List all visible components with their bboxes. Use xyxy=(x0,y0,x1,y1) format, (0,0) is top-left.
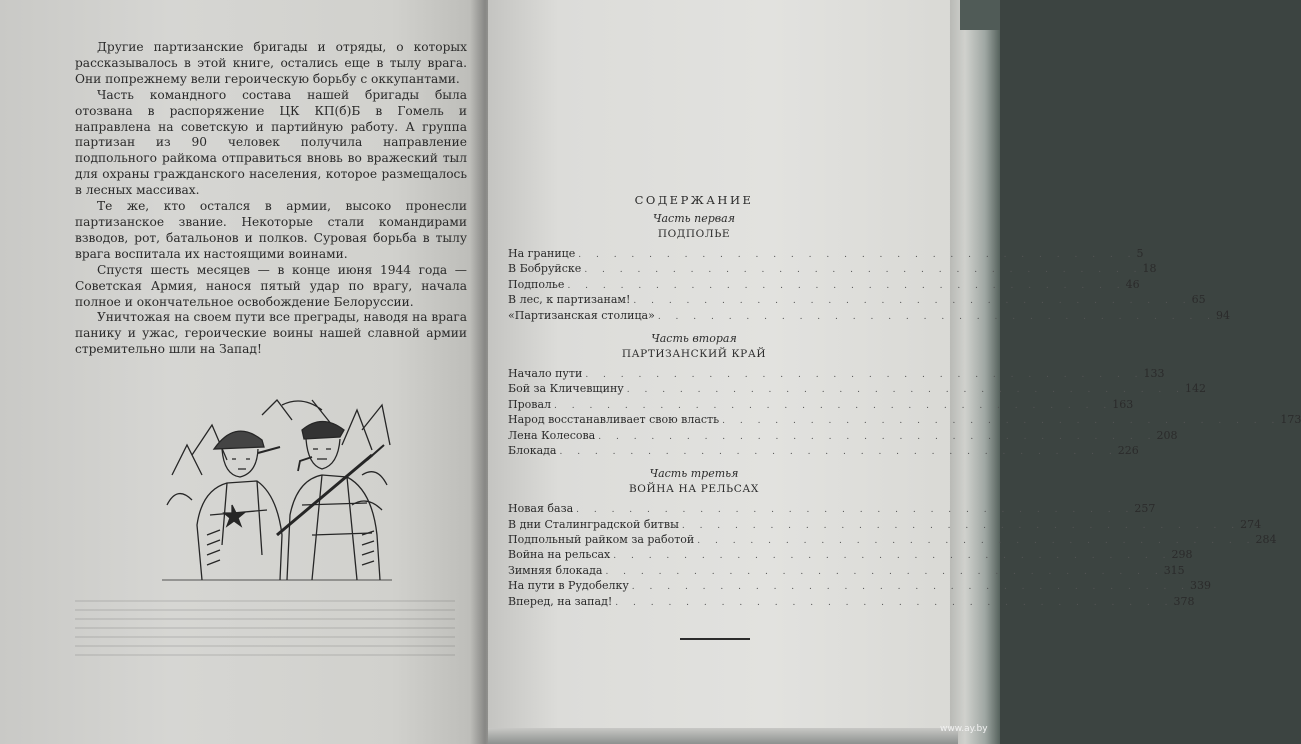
toc-entry xyxy=(508,428,1178,444)
toc-entry xyxy=(508,382,1206,397)
toc-entry xyxy=(508,247,1144,262)
entry-title: Лена Колесова xyxy=(508,428,596,442)
bleed-through-text xyxy=(75,600,455,660)
dot-leader: . . . . . . . . . . . . . . . . . . . . . . . . . . . . . . . . xyxy=(613,551,1172,562)
entry-page: 226 xyxy=(1117,443,1139,457)
part-title: ПАРТИЗАНСКИЙ КРАЙ xyxy=(621,347,767,360)
toc-entry xyxy=(508,548,1193,563)
entry-page: 18 xyxy=(1142,262,1157,276)
toc-entry xyxy=(508,563,1185,579)
toc-title: СОДЕРЖАНИЕ xyxy=(634,193,754,207)
entry-page: 257 xyxy=(1134,502,1156,516)
toc-entry xyxy=(508,517,1262,533)
dot-leader: . . . . . . . . . . . . . . . . . . . . . . . . . . . . . . . . xyxy=(626,385,1185,396)
entry-title: В лес, к партизанам! xyxy=(508,293,631,307)
dot-leader: . . . . . . . . . . . . . . . . . . . . . . . . . . . . . . . . xyxy=(554,400,1113,411)
entry-page: 46 xyxy=(1125,277,1140,291)
entry-title: В дни Сталинградской битвы xyxy=(508,517,679,531)
toc-entry xyxy=(508,533,1277,548)
dot-leader: . . . . . . . . . . . . . . . . . . . . . . . . . . . . . . . . xyxy=(584,265,1143,276)
entry-title: В Бобруйске xyxy=(508,262,582,276)
entry-page: 315 xyxy=(1163,563,1185,577)
entry-page: 94 xyxy=(1216,308,1231,322)
entry-page: 274 xyxy=(1240,517,1262,531)
dot-leader: . . . . . . . . . . . . . . . . . . . . . . . . . . . . . . . . xyxy=(697,536,1256,547)
entry-title: Вперед, на запад! xyxy=(508,594,613,608)
entry-page: 133 xyxy=(1143,366,1165,380)
dot-leader: . . . . . . . . . . . . . . . . . . . . . . . . . . . . . . . . xyxy=(578,250,1137,260)
toc-entry xyxy=(508,502,1156,517)
entry-title: Новая база xyxy=(508,502,574,516)
entry-page: 378 xyxy=(1173,594,1195,608)
entry-title: Подпольный райком за работой xyxy=(508,533,695,547)
page-bottom-edge xyxy=(488,728,958,744)
entry-title: Зимняя блокада xyxy=(508,563,603,577)
paragraph: Спустя шесть месяцев — в конце июня 1944 года — Советская Армия, нанося пятый удар по врагу, начала полное и окончательное освобождение Белоруссии. xyxy=(75,262,467,309)
dot-leader: . . . . . . . . . . . . . . . . . . . . . . . . . . . . . . . . xyxy=(605,566,1164,577)
entry-title: Война на рельсах xyxy=(508,548,611,562)
entry-page: 5 xyxy=(1136,247,1144,260)
closing-rule xyxy=(680,638,750,640)
paragraph: Те же, кто остался в армии, высоко пронесли партизанское звание. Некоторые стали командирами взводов, рот, батальонов и полков. Суровая борьба в тылу врага воспитала их настоящими воинами. xyxy=(75,199,467,261)
watermark: www.ay.by xyxy=(940,724,988,734)
toc-entry xyxy=(508,579,1212,594)
toc-entry xyxy=(508,262,1157,277)
dot-leader: . . . . . . . . . . . . . . . . . . . . . . . . . . . . . . . . xyxy=(567,280,1126,291)
partisans-illustration-icon xyxy=(162,385,392,580)
part-label: Часть первая xyxy=(652,212,736,225)
toc-entry xyxy=(508,443,1139,459)
entry-page: 65 xyxy=(1191,293,1206,307)
left-page-text xyxy=(75,40,467,358)
toc-entry xyxy=(508,413,1301,428)
entry-title: Блокада xyxy=(508,443,557,457)
part-label: Часть вторая xyxy=(651,331,737,345)
entry-title: Провал xyxy=(508,397,551,411)
entry-page: 284 xyxy=(1255,533,1277,547)
dot-leader: . . . . . . . . . . . . . . . . . . . . . . . . . . . . . . . . xyxy=(576,505,1135,516)
entry-title: Народ восстанавливает свою власть xyxy=(508,413,720,427)
entry-page: 208 xyxy=(1156,428,1178,442)
dot-leader: . . . . . . . . . . . . . . . . . . . . . . . . . . . . . . . . xyxy=(722,416,1281,427)
part-title: ВОЙНА НА РЕЛЬСАХ xyxy=(628,483,759,496)
part-label: Часть третья xyxy=(649,467,739,481)
toc-entry xyxy=(508,397,1134,413)
entry-page: 142 xyxy=(1185,382,1206,396)
toc-entry xyxy=(508,277,1140,293)
toc-part xyxy=(508,212,1231,324)
corner-shadow xyxy=(960,0,1000,30)
entry-page: 163 xyxy=(1112,397,1134,411)
entry-title: На пути в Рудобелку xyxy=(508,579,629,593)
entry-title: Начало пути xyxy=(508,366,583,380)
paragraph: Уничтожая на своем пути все преграды, наводя на врага панику и ужас, героические воины нашей славной армии стремительно шли на Запад! xyxy=(75,310,467,357)
toc-entry xyxy=(508,308,1231,324)
entry-title: «Партизанская столица» xyxy=(508,308,655,322)
dot-leader: . . . . . . . . . . . . . . . . . . . . . . . . . . . . . . . . xyxy=(598,431,1157,442)
toc-entry xyxy=(508,293,1206,308)
entry-page: 173 xyxy=(1280,413,1301,427)
toc-part xyxy=(508,467,1277,610)
entry-title: На границе xyxy=(508,247,576,260)
dot-leader: . . . . . . . . . . . . . . . . . . . . . . . . . . . . . . . . xyxy=(633,296,1192,307)
entry-title: Подполье xyxy=(508,277,565,291)
paragraph: Часть командного состава нашей бригады была отозвана в распоряжение ЦК КП(б)Б в Гомель и направлена на советскую и партийную работу. А группа партизан из 90 человек получила направление подпольного райкома отправиться вновь во вражеский тыл для охраны гражданского населения, которое размещалось в лесных массивах. xyxy=(75,87,467,198)
dot-leader: . . . . . . . . . . . . . . . . . . . . . . . . . . . . . . . . xyxy=(681,520,1241,531)
toc-part xyxy=(508,331,1301,459)
dot-leader: . . . . . . . . . . . . . . . . . . . . . . . . . . . . . . . . xyxy=(631,582,1191,593)
dot-leader: . . . . . . . . . . . . . . . . . . . . . . . . . . . . . . . . xyxy=(615,597,1174,608)
entry-page: 339 xyxy=(1190,579,1212,593)
entry-title: Бой за Кличевщину xyxy=(508,382,624,396)
dot-leader: . . . . . . . . . . . . . . . . . . . . . . . . . . . . . . . . xyxy=(585,369,1144,380)
table-of-contents xyxy=(508,193,1301,618)
paragraph: Другие партизанские бригады и отряды, о которых рассказывалось в этой книге, остались еще в тылу врага. Они попрежнему вели героическую борьбу с оккупантами. xyxy=(75,40,467,86)
entry-page: 298 xyxy=(1171,548,1193,562)
dot-leader: . . . . . . . . . . . . . . . . . . . . . . . . . . . . . . . . xyxy=(657,311,1217,322)
toc-entry xyxy=(508,366,1165,382)
left-page xyxy=(0,0,490,744)
dot-leader: . . . . . . . . . . . . . . . . . . . . . . . . . . . . . . . . xyxy=(559,446,1118,457)
part-title: ПОДПОЛЬЕ xyxy=(657,228,731,240)
toc-entry xyxy=(508,594,1195,610)
